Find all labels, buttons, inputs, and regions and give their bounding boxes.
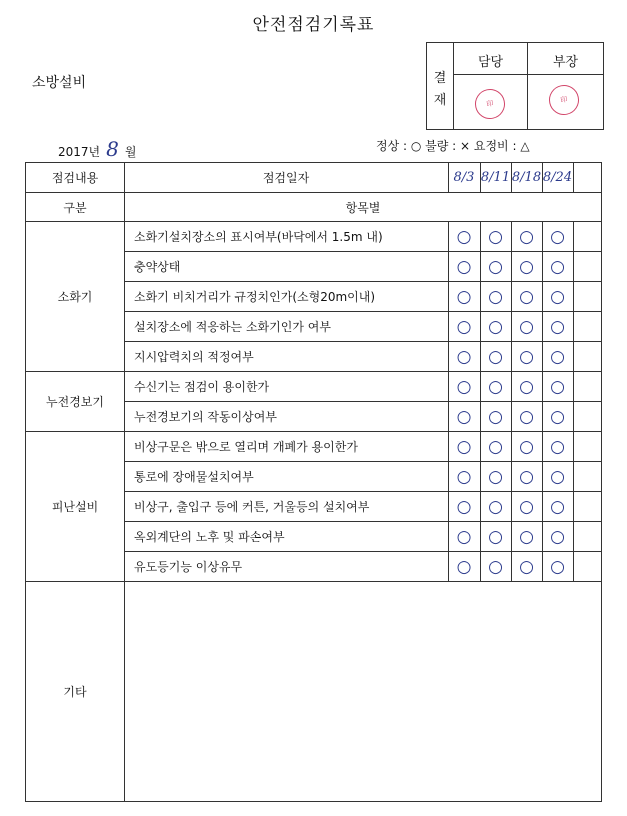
check-mark: ○ — [488, 496, 503, 517]
check-item: 지시압력치의 적정여부 — [134, 350, 254, 364]
check-item: 소화기설치장소의 표시여부(바닥에서 1.5m 내) — [134, 230, 383, 244]
approval-box — [426, 42, 604, 130]
check-mark: ○ — [550, 346, 565, 367]
check-mark: ○ — [550, 466, 565, 487]
check-mark: ○ — [456, 496, 472, 517]
check-mark: ○ — [488, 256, 503, 277]
check-mark: ○ — [456, 526, 472, 547]
inspection-date — [58, 137, 136, 161]
status-legend: 정상 : ○ 불량 : × 요정비 : △ — [376, 139, 530, 153]
inspection-table — [25, 162, 602, 802]
group-other: 기타 — [63, 685, 87, 699]
check-mark: ○ — [488, 346, 503, 367]
check-mark: ○ — [456, 556, 472, 577]
month-value: 8 — [106, 137, 119, 161]
check-mark: ○ — [550, 496, 565, 517]
date-col-3: 8/18 — [511, 170, 542, 185]
check-item: 수신기는 점검이 용이한가 — [134, 380, 270, 394]
check-mark: ○ — [550, 286, 565, 307]
check-mark: ○ — [519, 316, 534, 337]
header-date: 점검일자 — [262, 171, 310, 185]
check-mark: ○ — [550, 376, 565, 397]
check-mark: ○ — [456, 286, 472, 307]
check-mark: ○ — [519, 346, 534, 367]
check-mark: ○ — [519, 286, 534, 307]
group-evacuation: 피난설비 — [51, 500, 99, 514]
check-item: 옥외계단의 노후 및 파손여부 — [134, 530, 285, 544]
check-mark: ○ — [550, 256, 565, 277]
check-mark: ○ — [456, 346, 472, 367]
check-mark: ○ — [456, 406, 472, 427]
date-col-1: 8/3 — [453, 170, 475, 185]
check-mark: ○ — [488, 466, 503, 487]
date-col-2: 8/11 — [480, 170, 511, 185]
check-mark: ○ — [519, 406, 534, 427]
check-mark: ○ — [550, 556, 565, 577]
page-title: 안전점검기록표 — [252, 15, 375, 35]
check-item: 충약상태 — [134, 260, 181, 274]
sub-header-items: 항목별 — [345, 200, 381, 215]
facility-label: 소방설비 — [32, 75, 87, 91]
month-label: 월 — [124, 145, 137, 159]
check-mark: ○ — [550, 316, 565, 337]
check-mark: ○ — [488, 406, 503, 427]
approval-col-manager: 담당 — [477, 55, 504, 70]
check-item: 설치장소에 적응하는 소화기인가 여부 — [134, 320, 331, 334]
check-mark: ○ — [488, 286, 503, 307]
check-mark: ○ — [519, 226, 534, 247]
check-mark: ○ — [456, 436, 472, 457]
check-mark: ○ — [456, 226, 472, 247]
check-mark: ○ — [519, 376, 534, 397]
header-content: 점검내용 — [51, 171, 99, 185]
approval-label-top: 결 — [433, 71, 447, 86]
date-col-4: 8/24 — [542, 170, 573, 185]
check-mark: ○ — [519, 556, 534, 577]
group-fire-extinguisher: 소화기 — [57, 290, 93, 304]
check-item: 누전경보기의 작동이상여부 — [134, 410, 277, 424]
check-item: 통로에 장애물설치여부 — [134, 470, 254, 484]
check-mark: ○ — [550, 406, 565, 427]
manager-stamp: 印 — [472, 86, 508, 122]
check-mark: ○ — [550, 226, 565, 247]
check-mark: ○ — [519, 526, 534, 547]
check-item: 소화기 비치거리가 규정치인가(소형20m이내) — [134, 290, 376, 304]
check-mark: ○ — [488, 226, 503, 247]
check-item: 비상구, 출입구 등에 커튼, 거울등의 설치여부 — [134, 500, 370, 514]
check-mark: ○ — [550, 436, 565, 457]
check-mark: ○ — [519, 496, 534, 517]
check-mark: ○ — [456, 376, 472, 397]
check-mark: ○ — [519, 256, 534, 277]
year-label: 2017년 — [58, 145, 101, 159]
director-stamp: 印 — [546, 82, 582, 118]
check-item: 비상구문은 밖으로 열리며 개폐가 용이한가 — [134, 440, 358, 454]
check-item: 유도등기능 이상유무 — [134, 560, 243, 574]
check-mark: ○ — [456, 256, 472, 277]
check-mark: ○ — [550, 526, 565, 547]
check-mark: ○ — [488, 556, 503, 577]
check-mark: ○ — [519, 436, 534, 457]
approval-label-bottom: 재 — [433, 93, 447, 108]
check-mark: ○ — [488, 436, 503, 457]
check-mark: ○ — [488, 316, 503, 337]
check-mark: ○ — [488, 376, 503, 397]
check-mark: ○ — [519, 466, 534, 487]
check-mark: ○ — [456, 466, 472, 487]
group-leakage-alarm: 누전경보기 — [46, 395, 104, 409]
check-mark: ○ — [456, 316, 472, 337]
approval-col-director: 부장 — [552, 55, 579, 70]
check-mark: ○ — [488, 526, 503, 547]
sub-header-category: 구분 — [63, 200, 87, 215]
